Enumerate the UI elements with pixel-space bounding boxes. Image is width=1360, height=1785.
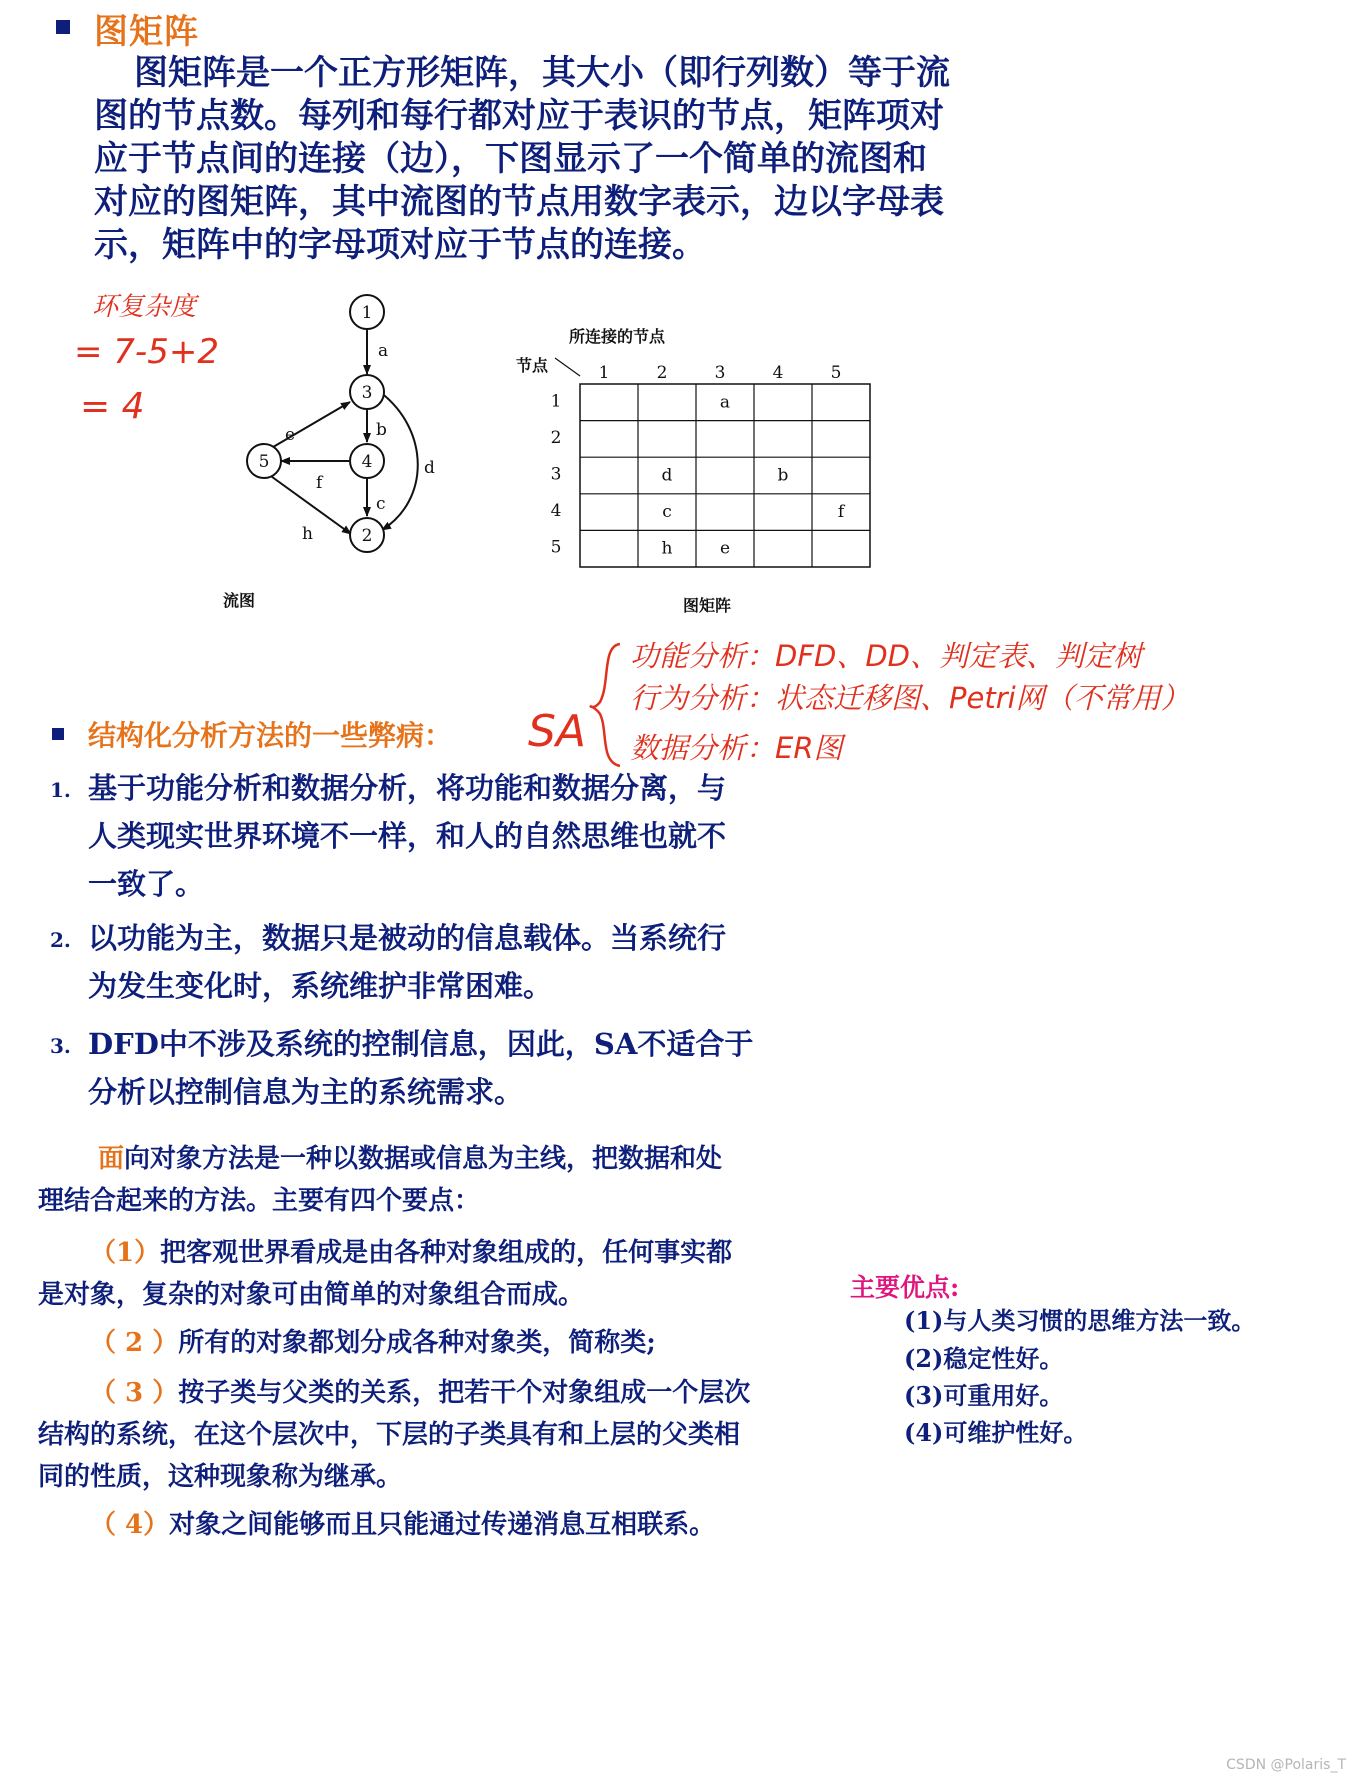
oo-point-3 — [90, 1372, 750, 1414]
edge-h-label: h — [302, 524, 313, 544]
oo-point-3-cont: 同的性质，这种现象称为继承。 — [38, 1462, 403, 1492]
drawback-line: 为发生变化时，系统维护非常困难。 — [88, 969, 553, 1003]
matrix-row-label: 3 — [550, 464, 562, 485]
oo-point-text: 所有的对象都划分成各种对象类，简称类; — [178, 1328, 656, 1358]
paragraph-line: 图的节点数。每列和每行都对应于表识的节点，矩阵项对 — [94, 96, 944, 136]
drawback-item-3 — [50, 1020, 810, 1120]
oo-point-3-cont: 结构的系统，在这个层次中，下层的子类具有和上层的父类相 — [38, 1420, 741, 1450]
advantage-item: (4)可维护性好。 — [904, 1418, 1088, 1447]
matrix-row-label: 1 — [550, 391, 562, 412]
matrix-col-label: 5 — [830, 363, 842, 383]
flow-graph-diagram — [223, 280, 480, 610]
flow-node-4-label: 4 — [361, 452, 373, 472]
graph-matrix-caption: 图矩阵 — [683, 596, 732, 615]
edge-d-line — [380, 392, 418, 530]
edge-e-line — [268, 402, 350, 450]
paragraph-line: 对应的图矩阵，其中流图的节点用数字表示，边以字母表 — [94, 182, 944, 222]
drawback-item-1 — [50, 764, 810, 914]
matrix-col-label: 4 — [772, 363, 784, 383]
oo-point-text: 把客观世界看成是由各种对象组成的，任何事实都 — [160, 1238, 733, 1268]
matrix-col-label: 2 — [656, 363, 668, 383]
matrix-cell-value: f — [837, 502, 845, 523]
paragraph-line: 图矩阵是一个正方形矩阵，其大小（即行列数）等于流 — [134, 53, 950, 93]
paragraph-line: 示，矩阵中的字母项对应于节点的连接。 — [94, 225, 706, 265]
oo-intro-rest: 向对象方法是一种以数据或信息为主线，把数据和处 — [124, 1144, 723, 1174]
oo-intro-line-2: 理结合起来的方法。主要有四个要点： — [38, 1186, 481, 1216]
matrix-row-header-title: 节点 — [516, 356, 549, 375]
matrix-header-diagonal — [555, 358, 580, 376]
drawback-line: 分析以控制信息为主的系统需求。 — [88, 1075, 524, 1109]
oo-point-marker: （ 4） — [90, 1510, 170, 1540]
matrix-cell-value: b — [777, 465, 789, 486]
edge-d-label: d — [424, 458, 435, 478]
matrix-row-label: 4 — [550, 501, 562, 522]
drawback-line: 基于功能分析和数据分析，将功能和数据分离，与 — [88, 771, 727, 805]
drawback-line: DFD中不涉及系统的控制信息，因此，SA不适合于 — [88, 1027, 754, 1061]
section1-paragraph — [94, 52, 1004, 267]
drawback-line: 一致了。 — [88, 867, 205, 901]
advantage-item: (3)可重用好。 — [904, 1381, 1064, 1410]
graph-matrix — [500, 320, 890, 620]
drawback-number: 2. — [50, 928, 71, 952]
oo-intro-line-1 — [98, 1138, 722, 1180]
paragraph-line: 应于节点间的连接（边），下图显示了一个简单的流图和 — [94, 139, 927, 179]
oo-point-2 — [90, 1322, 656, 1364]
matrix-cell-value: a — [719, 392, 731, 413]
matrix-row-label: 2 — [550, 427, 562, 448]
handwritten-sa-item: 功能分析：DFD、DD、判定表、判定树 — [630, 639, 1143, 673]
drawback-number: 1. — [50, 778, 71, 802]
matrix-col-label: 1 — [598, 363, 610, 383]
oo-point-text: 对象之间能够而且只能通过传递消息互相联系。 — [169, 1510, 716, 1540]
oo-point-marker: （ 3 ） — [90, 1378, 179, 1408]
edge-b-label: b — [376, 420, 387, 440]
handwritten-sa-label: SA — [528, 706, 587, 757]
advantage-item: (1)与人类习惯的思维方法一致。 — [904, 1306, 1256, 1335]
advantages-title: 主要优点: — [850, 1273, 960, 1302]
flow-node-1-label: 1 — [361, 303, 373, 323]
handwritten-brace — [588, 640, 628, 770]
edge-a-label: a — [378, 341, 389, 361]
handwritten-complexity-label: 环复杂度 — [92, 292, 197, 322]
oo-point-marker: （ 2 ） — [90, 1328, 179, 1358]
handwritten-sa-item: 行为分析：状态迁移图、Petri网（不常用） — [630, 681, 1190, 715]
matrix-cell-value: d — [661, 465, 673, 486]
handwritten-complexity-result: = 4 — [80, 386, 145, 427]
oo-point-1 — [90, 1232, 732, 1274]
oo-point-1-cont: 是对象，复杂的对象可由简单的对象组合而成。 — [38, 1280, 585, 1310]
matrix-cell-value: e — [719, 538, 731, 559]
drawback-line: 人类现实世界环境不一样，和人的自然思维也就不 — [88, 819, 727, 853]
flow-graph-caption: 流图 — [223, 591, 256, 610]
matrix-row-label: 5 — [550, 537, 562, 558]
watermark: CSDN @Polaris_T — [1226, 1757, 1346, 1773]
section1-title: 图矩阵 — [94, 12, 199, 52]
oo-point-4 — [90, 1504, 715, 1546]
drawback-number: 3. — [50, 1034, 71, 1058]
section1-bullet — [56, 20, 70, 34]
drawback-item-2 — [50, 914, 810, 1014]
edge-e-label: e — [285, 425, 296, 445]
section2-bullet — [52, 728, 64, 740]
flow-node-2-label: 2 — [361, 526, 373, 546]
handwritten-complexity-formula: = 7-5+2 — [74, 332, 219, 372]
section2-title: 结构化分析方法的一些弊病： — [88, 719, 453, 752]
oo-point-text: 按子类与父类的关系，把若干个对象组成一个层次 — [178, 1378, 751, 1408]
matrix-cell-value: c — [662, 502, 672, 523]
drawback-line: 以功能为主，数据只是被动的信息载体。当系统行 — [88, 921, 727, 955]
handwritten-sa-item: 数据分析：ER图 — [630, 731, 843, 765]
matrix-col-header-title: 所连接的节点 — [569, 327, 666, 346]
oo-point-marker: （1） — [90, 1238, 161, 1268]
edge-c-label: c — [376, 494, 386, 514]
matrix-col-label: 3 — [714, 363, 726, 383]
matrix-cell-value: h — [661, 538, 673, 559]
flow-node-5-label: 5 — [258, 452, 270, 472]
advantage-item: (2)稳定性好。 — [904, 1344, 1064, 1373]
oo-intro-first-char: 面 — [98, 1144, 125, 1174]
edge-f-label: f — [316, 473, 323, 493]
flow-node-3-label: 3 — [361, 383, 373, 403]
